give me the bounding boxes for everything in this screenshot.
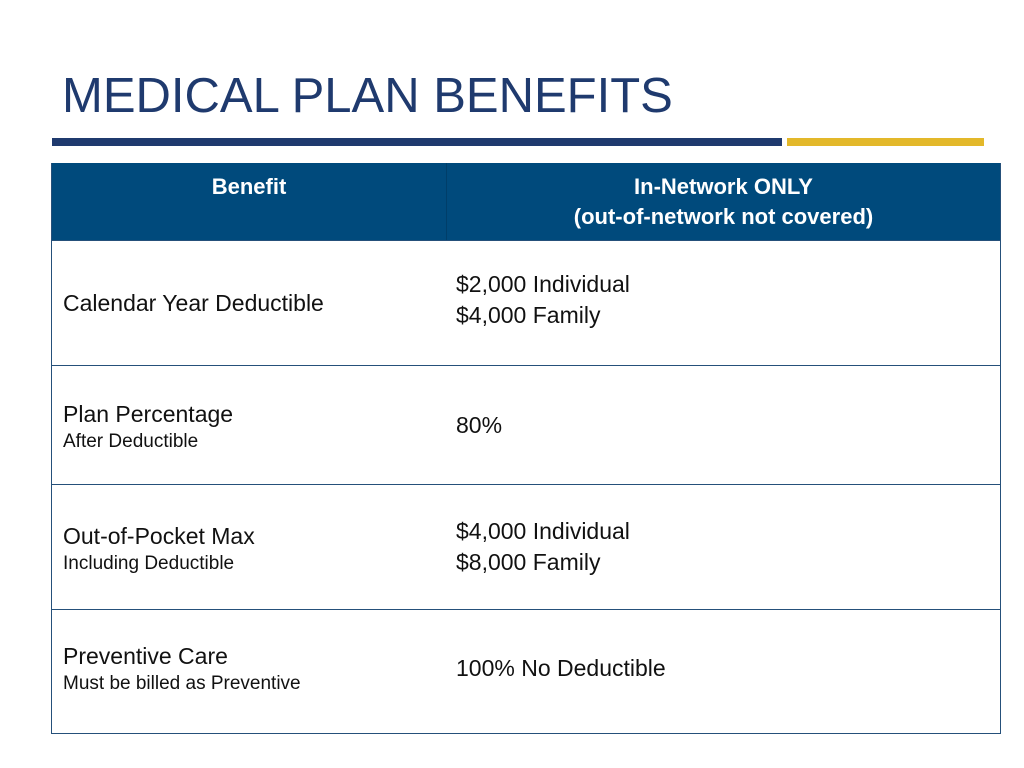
value-line: 80% xyxy=(456,411,503,438)
benefit-name: Out-of-Pocket Max xyxy=(63,522,255,549)
header-benefit-label: Benefit xyxy=(211,174,287,199)
benefit-cell xyxy=(52,610,446,733)
title-underline-primary xyxy=(52,138,782,146)
benefit-name: Plan Percentage xyxy=(63,400,234,427)
value-line: $8,000 Family xyxy=(456,549,601,575)
benefit-note: Including Deductible xyxy=(63,552,235,574)
header-benefit xyxy=(52,163,446,240)
benefit-cell xyxy=(52,241,446,365)
value-cell xyxy=(446,610,1000,733)
title-underline-accent xyxy=(787,138,984,146)
header-in-network-label: In-Network ONLY xyxy=(634,174,813,199)
table-row xyxy=(52,484,1000,609)
benefits-table xyxy=(51,163,1001,734)
value-cell xyxy=(446,241,1000,365)
page-title: MEDICAL PLAN BENEFITS xyxy=(62,69,673,123)
value-cell xyxy=(446,366,1000,484)
table-header-row xyxy=(52,163,1000,240)
benefit-cell xyxy=(52,366,446,484)
benefit-name: Calendar Year Deductible xyxy=(63,289,324,316)
header-in-network-subtitle: (out-of-network not covered) xyxy=(573,204,874,229)
table-row xyxy=(52,240,1000,365)
table-row xyxy=(52,609,1000,733)
benefit-note: After Deductible xyxy=(63,430,199,452)
value-line: $4,000 Family xyxy=(456,302,601,328)
header-in-network xyxy=(446,163,1000,240)
value-cell xyxy=(446,485,1000,609)
value-line: $4,000 Individual xyxy=(456,518,630,544)
benefit-name: Preventive Care xyxy=(63,643,228,669)
value-line: 100% No Deductible xyxy=(456,655,666,681)
benefit-cell xyxy=(52,485,446,609)
table-row xyxy=(52,365,1000,484)
value-line: $2,000 Individual xyxy=(456,271,630,297)
benefit-note: Must be billed as Preventive xyxy=(63,673,301,694)
